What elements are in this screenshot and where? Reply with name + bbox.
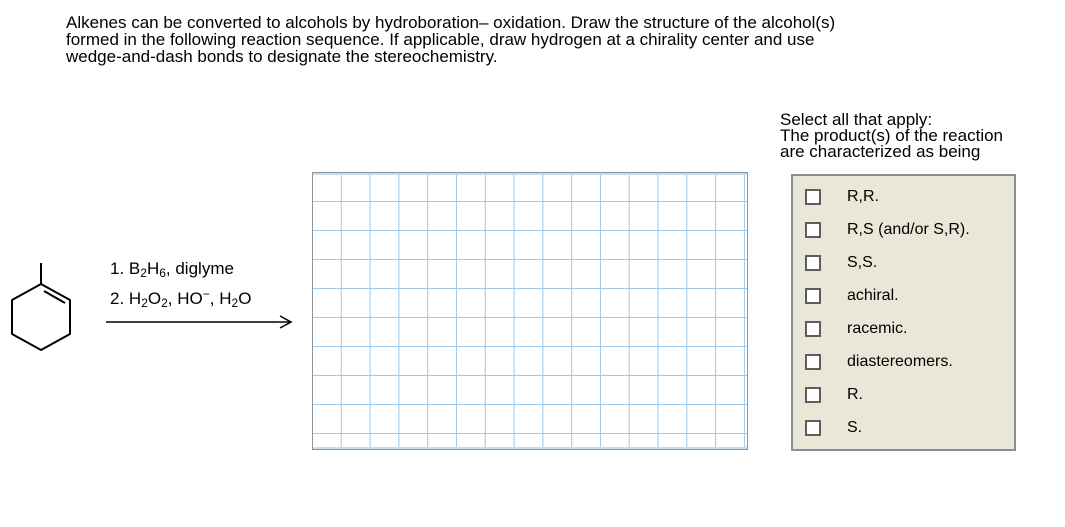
methylcyclohexene-structure bbox=[8, 258, 78, 358]
option-diastereomers[interactable] bbox=[805, 351, 953, 373]
reaction-conditions bbox=[110, 254, 251, 314]
option-label: achiral. bbox=[847, 287, 899, 304]
option-label: R,S (and/or S,R). bbox=[847, 221, 970, 238]
prompt-line-1: Select all that apply: bbox=[780, 110, 933, 129]
checkbox[interactable] bbox=[805, 222, 821, 238]
checkbox[interactable] bbox=[805, 387, 821, 403]
option-label: diastereomers. bbox=[847, 353, 953, 370]
option-label: S,S. bbox=[847, 254, 878, 271]
reaction-arrow bbox=[104, 314, 296, 330]
reagent-step-2: 2. $H_2O_2$, HO−, $H_2O$ bbox=[110, 287, 252, 310]
prompt-line-3: are characterized as being bbox=[780, 142, 981, 161]
checkbox[interactable] bbox=[805, 420, 821, 436]
question-text bbox=[66, 14, 1006, 65]
option-rs[interactable] bbox=[805, 219, 970, 241]
option-label: racemic. bbox=[847, 320, 908, 337]
reagent-step-1: 1. $B_2H_6$, diglyme bbox=[110, 259, 234, 280]
answer-options-panel bbox=[791, 174, 1016, 451]
question-line-1: Alkenes can be converted to alcohols by hydroboration– oxidation. Draw the structure of the alcohol(s) bbox=[66, 13, 836, 32]
checkbox[interactable] bbox=[805, 288, 821, 304]
checkbox[interactable] bbox=[805, 354, 821, 370]
option-r[interactable] bbox=[805, 384, 863, 406]
question-line-3: wedge-and-dash bonds to designate the stereochemistry. bbox=[66, 47, 498, 66]
cyclohexene-ring bbox=[12, 284, 70, 350]
select-prompt bbox=[780, 112, 1003, 160]
drawing-canvas[interactable] bbox=[312, 172, 748, 450]
checkbox[interactable] bbox=[805, 255, 821, 271]
checkbox[interactable] bbox=[805, 321, 821, 337]
option-label: R. bbox=[847, 386, 863, 403]
question-line-2: formed in the following reaction sequence. If applicable, draw hydrogen at a chirality center and use bbox=[66, 30, 815, 49]
checkbox[interactable] bbox=[805, 189, 821, 205]
double-bond-line bbox=[44, 291, 65, 303]
option-s[interactable] bbox=[805, 417, 862, 439]
option-racemic[interactable] bbox=[805, 318, 907, 340]
option-label: S. bbox=[847, 419, 863, 436]
option-ss[interactable] bbox=[805, 252, 877, 274]
option-achiral[interactable] bbox=[805, 285, 899, 307]
option-label: R,R. bbox=[847, 188, 879, 205]
option-rr[interactable] bbox=[805, 186, 879, 208]
prompt-line-2: The product(s) of the reaction bbox=[780, 126, 1004, 145]
